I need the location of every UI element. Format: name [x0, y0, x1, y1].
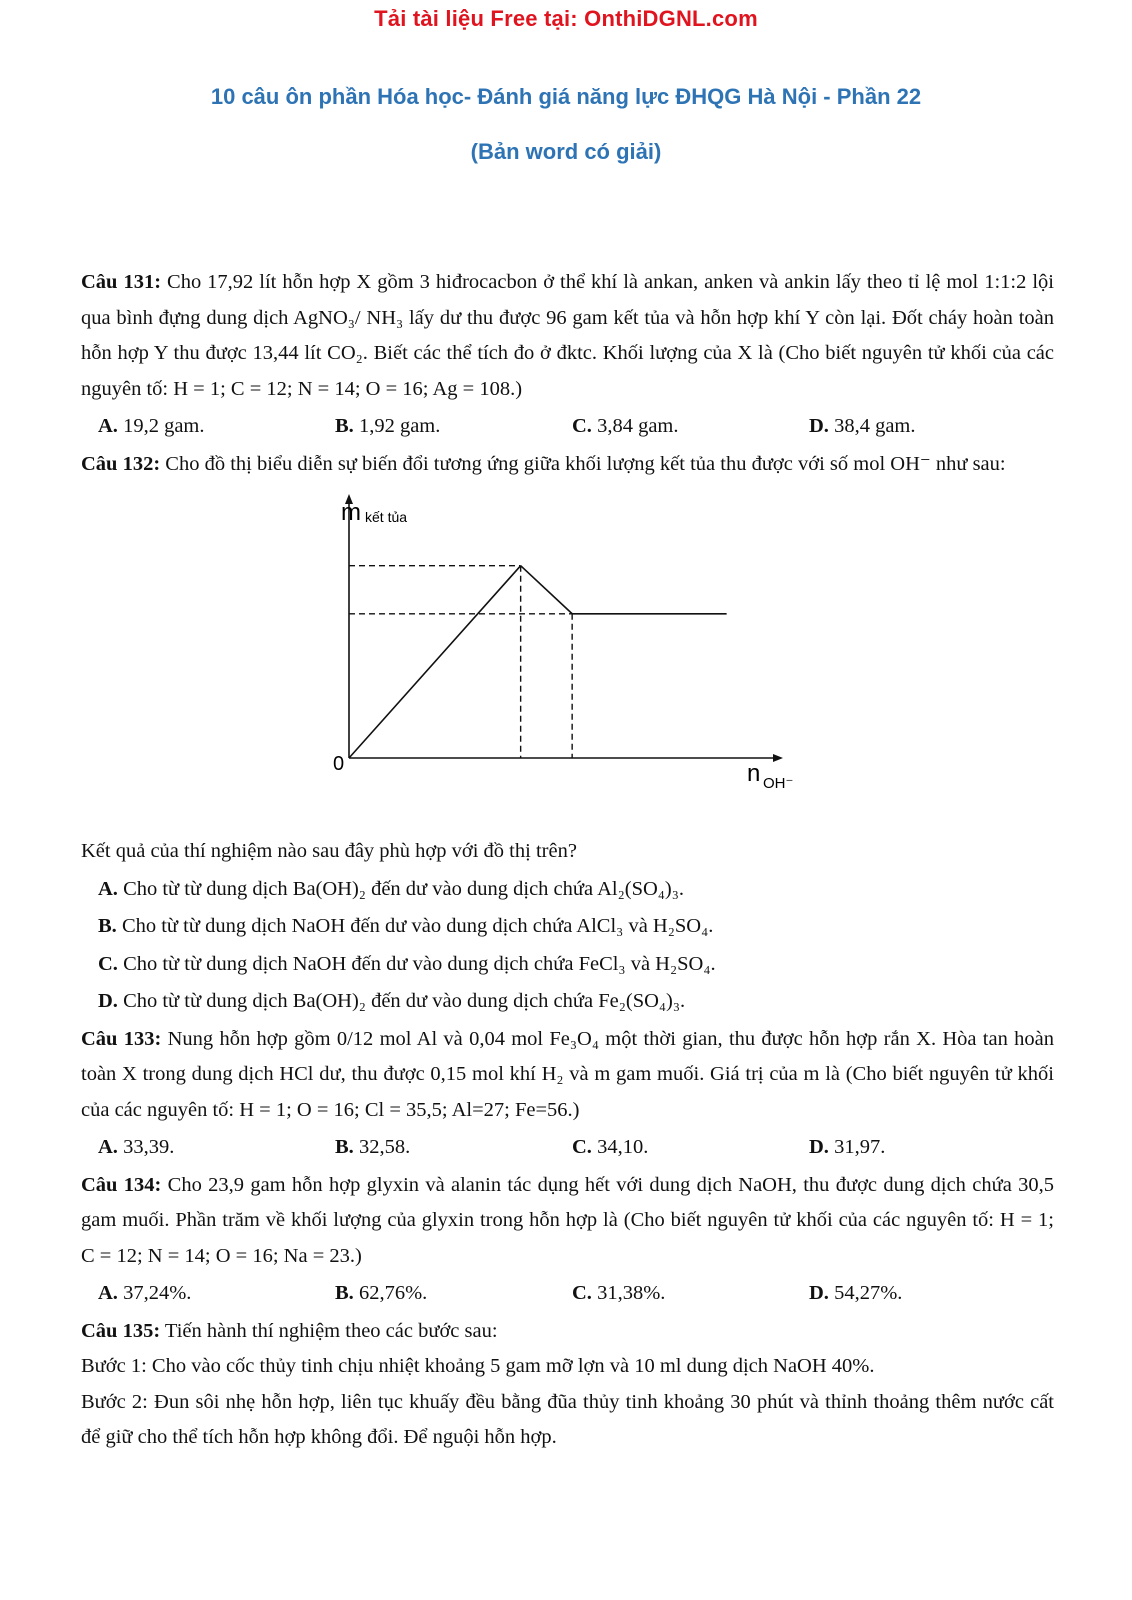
option-text: 3,84 gam. — [591, 415, 679, 437]
option-c — [572, 1130, 809, 1166]
option-d — [809, 1130, 1046, 1166]
option-text: 33,39. — [117, 1136, 175, 1158]
y-axis-sublabel: kết tủa — [365, 509, 408, 525]
option-a — [98, 1276, 335, 1312]
option-text: Cho từ từ dung dịch Ba(OH)₂ đến dư vào dung dịch chứa Fe₂(SO₄)₃. — [117, 990, 686, 1012]
series-segment-2 — [521, 566, 572, 614]
x-axis-label: n — [747, 760, 761, 787]
option-text: Cho từ từ dung dịch NaOH đến dư vào dung dịch chứa FeCl₃ và H₂SO₄. — [117, 952, 716, 975]
document-body — [81, 263, 1054, 1456]
question-text: Cho đồ thị biểu diễn sự biến đổi tương ứng giữa khối lượng kết tủa thu được với số mol OH⁻ như sau: — [160, 452, 1006, 475]
option-text: 31,97. — [828, 1136, 886, 1158]
option-letter: B. — [335, 415, 354, 437]
option-text: Cho từ từ dung dịch NaOH đến dư vào dung dịch chứa AlCl₃ và H₂SO₄. — [116, 915, 714, 937]
option-letter: D. — [98, 990, 118, 1012]
option-text: 34,10. — [591, 1136, 649, 1158]
option-letter: B. — [98, 915, 117, 937]
option-b — [335, 1130, 572, 1166]
option-text: 37,24%. — [117, 1282, 192, 1304]
question-133 — [81, 1022, 1054, 1129]
question-text: Nung hỗn hợp gồm 0/12 mol Al và 0,04 mol Fe₃O₄ một thời gian, thu được hỗn hợp rắn X. Hòa tan hoàn toàn X trong dung dịch HCl dư, thu được 0,15 mol khí H₂ và m gam muối. Giá trị của m là (Cho biết nguyên tử khối của các nguyên tố: H = 1; O = 16; Cl = 35,5; Al=27; Fe=56.) — [81, 1027, 1054, 1121]
question-label: Câu 135: — [81, 1319, 161, 1342]
question-134-options — [81, 1276, 1054, 1312]
option-letter: D. — [809, 1282, 829, 1304]
question-135 — [81, 1314, 1054, 1350]
option-c — [572, 409, 809, 445]
origin-label: 0 — [333, 753, 345, 775]
option-d — [81, 984, 1054, 1020]
option-letter: D. — [809, 415, 829, 437]
question-text: Tiến hành thí nghiệm theo các bước sau: — [160, 1319, 498, 1342]
option-letter: A. — [98, 1136, 118, 1158]
option-letter: B. — [335, 1136, 354, 1158]
option-c — [81, 947, 1054, 983]
option-a — [98, 1130, 335, 1166]
option-text: 38,4 gam. — [828, 415, 916, 437]
option-b — [81, 909, 1054, 945]
precipitate-chart — [81, 488, 1054, 828]
step-1: Bước 1: Cho vào cốc thủy tinh chịu nhiệt khoảng 5 gam mỡ lợn và 10 ml dung dịch NaOH 40%. — [81, 1355, 875, 1377]
question-131 — [81, 265, 1054, 407]
question-text: Cho 17,92 lít hỗn hợp X gồm 3 hiđrocacbon ở thể khí là ankan, anken và ankin lấy theo tỉ lệ mol 1:1:2 lội qua bình đựng dung dịch AgNO₃/ NH₃ lấy dư thu được 96 gam kết tủa và hỗn hợp khí Y còn lại. Đốt cháy hoàn toàn hỗn hợp Y thu được 13,44 lít CO₂. Biết các thể tích đo ở đktc. Khối lượng của X là (Cho biết nguyên tử khối của các nguyên tố: H = 1; C = 12; N = 14; O = 16; Ag = 108.) — [81, 271, 1054, 400]
option-text: Cho từ từ dung dịch Ba(OH)₂ đến dư vào dung dịch chứa Al₂(SO₄)₃. — [117, 877, 685, 900]
series-segment-1 — [349, 566, 521, 758]
option-a — [81, 872, 1054, 908]
document-title: 10 câu ôn phần Hóa học- Đánh giá năng lực ĐHQG Hà Nội - Phần 22 — [210, 84, 922, 109]
option-text: 62,76%. — [353, 1282, 428, 1304]
option-c — [572, 1276, 809, 1312]
question-text: Cho 23,9 gam hỗn hợp glyxin và alanin tác dụng hết với dung dịch NaOH, thu được dung dịch chứa 30,5 gam muối. Phần trăm về khối lượng của glyxin trong hỗn hợp là (Cho biết nguyên tử khối của các nguyên tố: H = 1; C = 12; N = 14; O = 16; Na = 23.) — [81, 1173, 1054, 1267]
x-axis-sublabel: OH⁻ — [763, 775, 794, 792]
option-letter: B. — [335, 1282, 354, 1304]
option-d — [809, 409, 1046, 445]
question-132-prompt: Kết quả của thí nghiệm nào sau đây phù hợp với đồ thị trên? — [81, 840, 577, 862]
option-letter: D. — [809, 1136, 829, 1158]
x-axis-arrow — [773, 754, 783, 762]
y-axis-label: m — [341, 499, 361, 526]
question-131-options — [81, 409, 1054, 445]
option-text: 1,92 gam. — [353, 415, 441, 437]
option-letter: C. — [572, 415, 592, 437]
option-text: 31,38%. — [591, 1282, 666, 1304]
source-banner[interactable]: Tải tài liệu Free tại: OnthiDGNL.com — [374, 6, 758, 31]
option-d — [809, 1276, 1046, 1312]
question-label: Câu 132: — [81, 452, 161, 475]
chart-svg — [321, 488, 801, 828]
option-letter: A. — [98, 1282, 118, 1304]
option-letter: C. — [572, 1136, 592, 1158]
option-text: 32,58. — [353, 1136, 411, 1158]
question-132 — [81, 447, 1054, 483]
option-letter: A. — [98, 415, 118, 437]
question-label: Câu 134: — [81, 1173, 162, 1196]
question-label: Câu 131: — [81, 271, 162, 293]
question-133-options — [81, 1130, 1054, 1166]
option-a — [98, 409, 335, 445]
option-b — [335, 409, 572, 445]
option-b — [335, 1276, 572, 1312]
option-text: 19,2 gam. — [117, 415, 205, 437]
option-letter: C. — [98, 952, 118, 975]
option-text: 54,27%. — [828, 1282, 903, 1304]
option-letter: C. — [572, 1282, 592, 1304]
question-label: Câu 133: — [81, 1027, 162, 1050]
option-letter: A. — [98, 877, 118, 900]
step-2: Bước 2: Đun sôi nhẹ hỗn hợp, liên tục khuấy đều bằng đũa thủy tinh khoảng 30 phút và thỉnh thoảng thêm nước cất để giữ cho thể tích hỗn hợp không đổi. Để nguội hỗn hợp. — [81, 1390, 1054, 1448]
document-subtitle: (Bản word có giải) — [470, 139, 662, 164]
question-134 — [81, 1168, 1054, 1275]
